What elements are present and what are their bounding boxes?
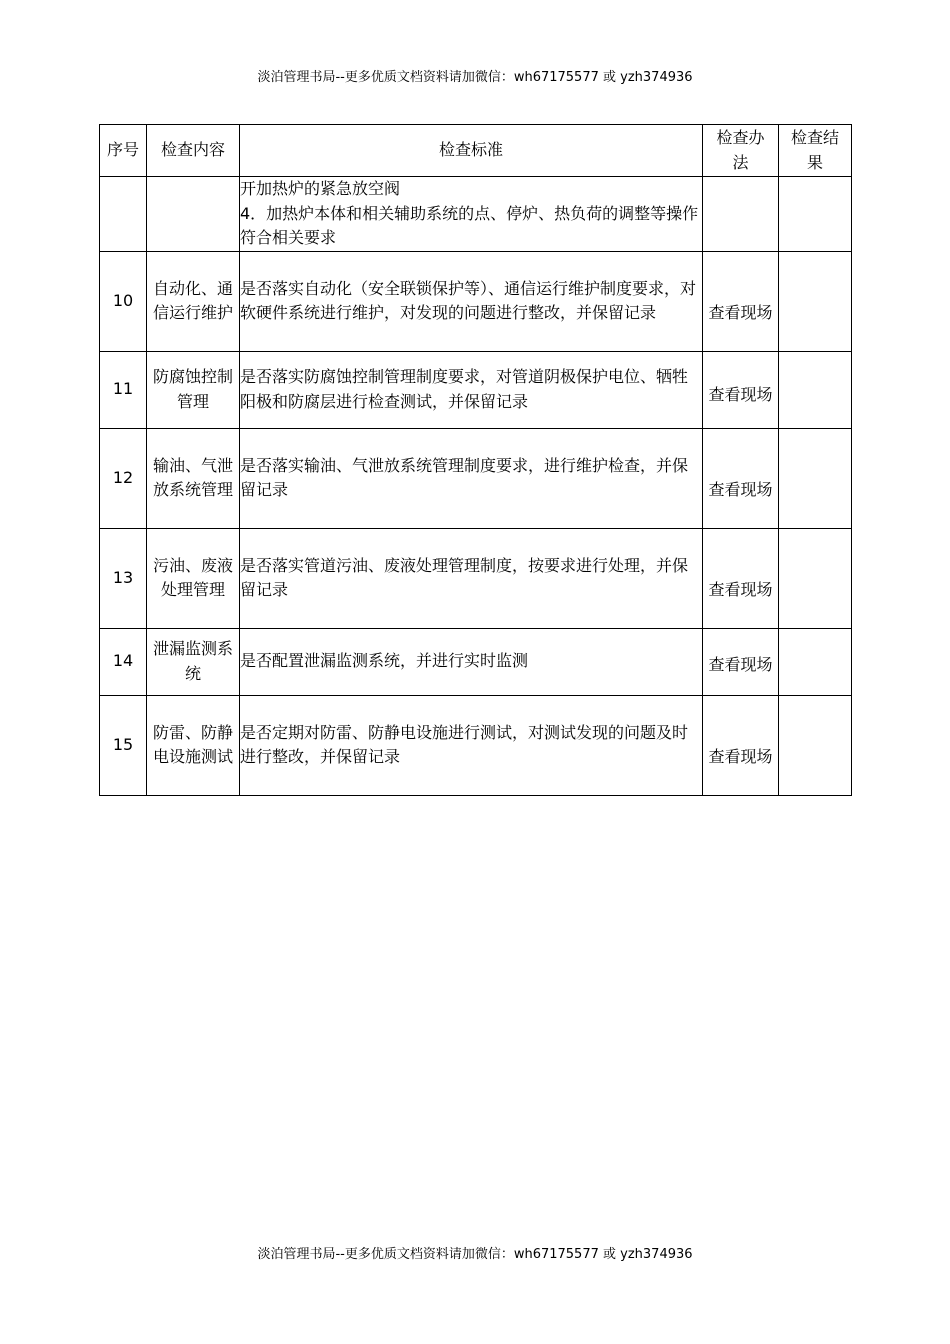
row-result <box>779 351 852 428</box>
row-result <box>779 528 852 628</box>
row-method: 查看现场 <box>703 251 779 351</box>
row-num: 11 <box>100 351 147 428</box>
row-item: 防雷、防静电设施测试 <box>147 695 240 795</box>
column-header-num: 序号 <box>100 125 147 177</box>
row-num: 13 <box>100 528 147 628</box>
table-row <box>100 528 852 628</box>
row-method: 查看现场 <box>703 428 779 528</box>
row-result <box>779 251 852 351</box>
table-row <box>100 177 852 252</box>
column-header-result: 检查结果 <box>779 125 852 177</box>
column-header-standard: 检查标准 <box>240 125 703 177</box>
column-header-method: 检查办法 <box>703 125 779 177</box>
column-header-item: 检查内容 <box>147 125 240 177</box>
row-result <box>779 695 852 795</box>
row-method: 查看现场 <box>703 528 779 628</box>
table-row <box>100 428 852 528</box>
inspection-table <box>99 124 852 796</box>
row-item <box>147 177 240 252</box>
row-item: 输油、气泄放系统管理 <box>147 428 240 528</box>
row-item: 防腐蚀控制管理 <box>147 351 240 428</box>
row-standard: 是否定期对防雷、防静电设施进行测试，对测试发现的问题及时进行整改，并保留记录 <box>240 695 703 795</box>
row-standard: 是否落实管道污油、废液处理管理制度，按要求进行处理，并保留记录 <box>240 528 703 628</box>
row-standard: 是否落实输油、气泄放系统管理制度要求，进行维护检查，并保留记录 <box>240 428 703 528</box>
row-method <box>703 177 779 252</box>
row-num: 15 <box>100 695 147 795</box>
table-header-row <box>100 125 852 177</box>
row-num <box>100 177 147 252</box>
row-result <box>779 428 852 528</box>
row-num: 10 <box>100 251 147 351</box>
row-method: 查看现场 <box>703 628 779 695</box>
row-result <box>779 628 852 695</box>
row-standard: 是否配置泄漏监测系统，并进行实时监测 <box>240 628 703 695</box>
page-footer: 淡泊管理书局--更多优质文档资料请加微信：wh67175577 或 yzh374936 <box>257 1247 693 1262</box>
row-standard: 是否落实自动化（安全联锁保护等）、通信运行维护制度要求，对软硬件系统进行维护，对发现的问题进行整改，并保留记录 <box>240 251 703 351</box>
table-row <box>100 251 852 351</box>
standard-line: 4．加热炉本体和相关辅助系统的点、停炉、热负荷的调整等操作符合相关要求 <box>240 203 699 247</box>
row-item: 自动化、通信运行维护 <box>147 251 240 351</box>
table-row <box>100 351 852 428</box>
row-method: 查看现场 <box>703 351 779 428</box>
row-method: 查看现场 <box>703 695 779 795</box>
row-standard <box>240 177 703 252</box>
standard-line: 开加热炉的紧急放空阀 <box>240 179 401 198</box>
row-item: 泄漏监测系统 <box>147 628 240 695</box>
table-row <box>100 695 852 795</box>
row-standard: 是否落实防腐蚀控制管理制度要求，对管道阴极保护电位、牺牲阳极和防腐层进行检查测试，并保留记录 <box>240 351 703 428</box>
row-num: 14 <box>100 628 147 695</box>
row-num: 12 <box>100 428 147 528</box>
page-header: 淡泊管理书局--更多优质文档资料请加微信：wh67175577 或 yzh374936 <box>257 70 693 85</box>
table-row <box>100 628 852 695</box>
row-result <box>779 177 852 252</box>
row-item: 污油、废液处理管理 <box>147 528 240 628</box>
